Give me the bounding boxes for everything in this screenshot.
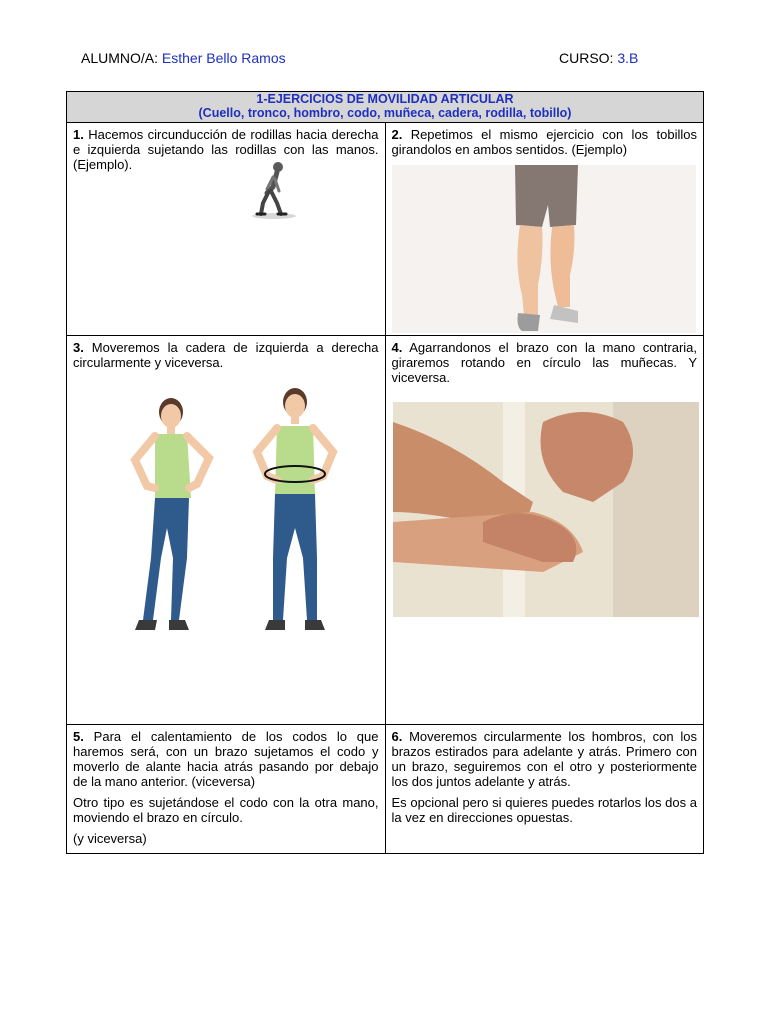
course-value: 3.B [617,50,639,66]
student-name: Esther Bello Ramos [161,50,286,66]
exercise-4-text [386,336,704,385]
exercise-2-number: 2. [391,127,403,142]
exercise-3-description: Moveremos la cadera de izquierda a derecha circularmente y viceversa. [73,340,379,370]
exercise-5-cell [67,725,386,854]
exercise-3-text [67,336,385,370]
exercise-2-text [386,123,704,157]
exercise-5-text [67,725,385,789]
exercises-table [66,91,704,854]
woman-figure-left [135,398,209,630]
table-title: 1-EJERCICIOS DE MOVILIDAD ARTICULAR [256,92,514,106]
exercise-1-number: 1. [73,127,84,142]
exercise-5-description: Para el calentamiento de los codos lo que haremos será, con un brazo sujetamos el codo y moverlo de alante hacia atrás pasando por debajo de la mano anterior. (viceversa) [73,729,379,789]
table-subtitle: (Cuello, tronco, hombro, codo, muñeca, cadera, rodilla, tobillo) [198,106,572,120]
exercise-6-description: Moveremos circularmente los hombros, con los brazos estirados para adelante y atrás. Primero con un brazo, seguiremos con el otro y posteriormente los dos juntos adelante y atrás. [391,729,697,789]
knee-circles-figure [247,159,301,221]
exercise-6-cell [385,725,704,854]
exercise-5-number: 5. [73,729,84,744]
exercise-6-number: 6. [391,729,403,744]
exercise-6-text [386,725,704,789]
exercise-4-cell [385,336,704,725]
exercise-6-extra-1: Es opcional pero si quieres puedes rotarlos los dos a la vez en direcciones opuestas. [391,795,697,825]
exercise-1-cell [67,123,386,336]
wrist-rotation-photo [393,402,699,617]
hip-circles-figure [125,388,355,648]
woman-figure-right [257,388,333,630]
exercise-1-text [67,123,385,172]
exercise-4-description: Agarrandonos el brazo con la mano contraria, giraremos rotando en círculo las muñecas. Y viceversa. [391,340,698,385]
exercise-2-description: Repetimos el mismo ejercicio con los tobillos girandolos en ambos sentidos. (Ejemplo) [391,127,697,157]
exercise-2-cell [385,123,704,336]
exercise-3-cell [67,336,386,725]
table-title-cell [67,92,704,123]
course-header [559,50,638,66]
exercise-4-number: 4. [391,340,403,355]
exercise-5-extra-2: (y viceversa) [73,831,147,846]
exercise-3-number: 3. [73,340,84,355]
ankle-rotation-photo [392,165,696,333]
student-label: ALUMNO/A: [81,50,159,66]
exercise-5-extra-1: Otro tipo es sujetándose el codo con la otra mano, moviendo el brazo en círculo. [73,795,379,825]
student-header [81,50,286,66]
course-label: CURSO: [559,50,614,66]
exercise-1-description: Hacemos circunducción de rodillas hacia derecha e izquierda sujetando las rodillas con las manos. (Ejemplo). [73,127,379,172]
